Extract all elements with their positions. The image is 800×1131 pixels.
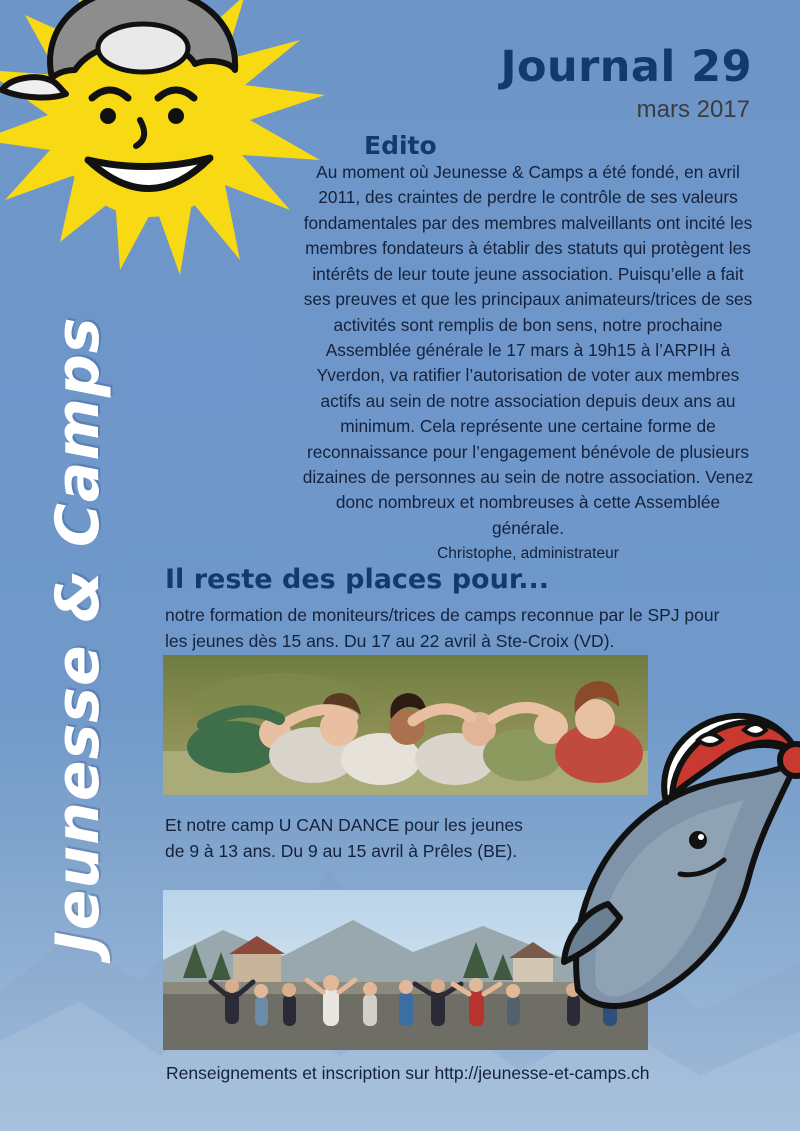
edito-heading: Edito	[364, 131, 437, 160]
page-title: Journal 29	[500, 42, 752, 92]
places-heading: Il reste des places pour...	[165, 564, 550, 595]
dolphin-with-santa-hat-icon	[548, 690, 800, 1020]
dance-camp-description: Et notre camp U CAN DANCE pour les jeunes de 9 à 13 ans. Du 9 au 15 avril à Prêles (BE).	[165, 815, 523, 862]
edito-signature: Christophe, administrateur	[437, 545, 619, 563]
edito-body	[300, 160, 756, 566]
vertical-brand-title: Jeunesse & Camps	[43, 316, 113, 954]
formation-description: notre formation de moniteurs/trices de camps reconnue par le SPJ pour les jeunes dès 15 ans. Du 17 au 22 avril à Ste-Croix (VD).	[165, 605, 720, 652]
edito-paragraph: Au moment où Jeunesse & Camps a été fondé, en avril 2011, des craintes de perdre le contrôle de ses valeurs fondamentales par des membres malveillants ont incité les membres fondateurs à établir des statuts qui protègent les intérêts de leur toute jeune association. Puisqu’elle a fait ses preuves et que les principaux animateurs/trices de ses activités sont remplis de bon sens, notre prochaine Assemblée générale le 17 mars à 19h15 à l’ARPIH à Yverdon, va ratifier l’autorisation de voter aux membres actifs au sein de notre association depuis deux ans au minimum. Cela représente une certaine forme de reconnaissance pour l’engagement bénévole de plusieurs dizaines de personnes au sein de notre association. Venez donc nombreux et nombreuses à cette Assemblée générale.	[302, 162, 754, 538]
sun-face-with-cap-icon	[0, 0, 350, 330]
sun-mascot	[0, 0, 350, 330]
issue-date: mars 2017	[636, 96, 750, 123]
contact-info: Renseignements et inscription sur http://jeunesse-et-camps.ch	[166, 1063, 650, 1083]
dolphin-mascot	[548, 690, 800, 1020]
